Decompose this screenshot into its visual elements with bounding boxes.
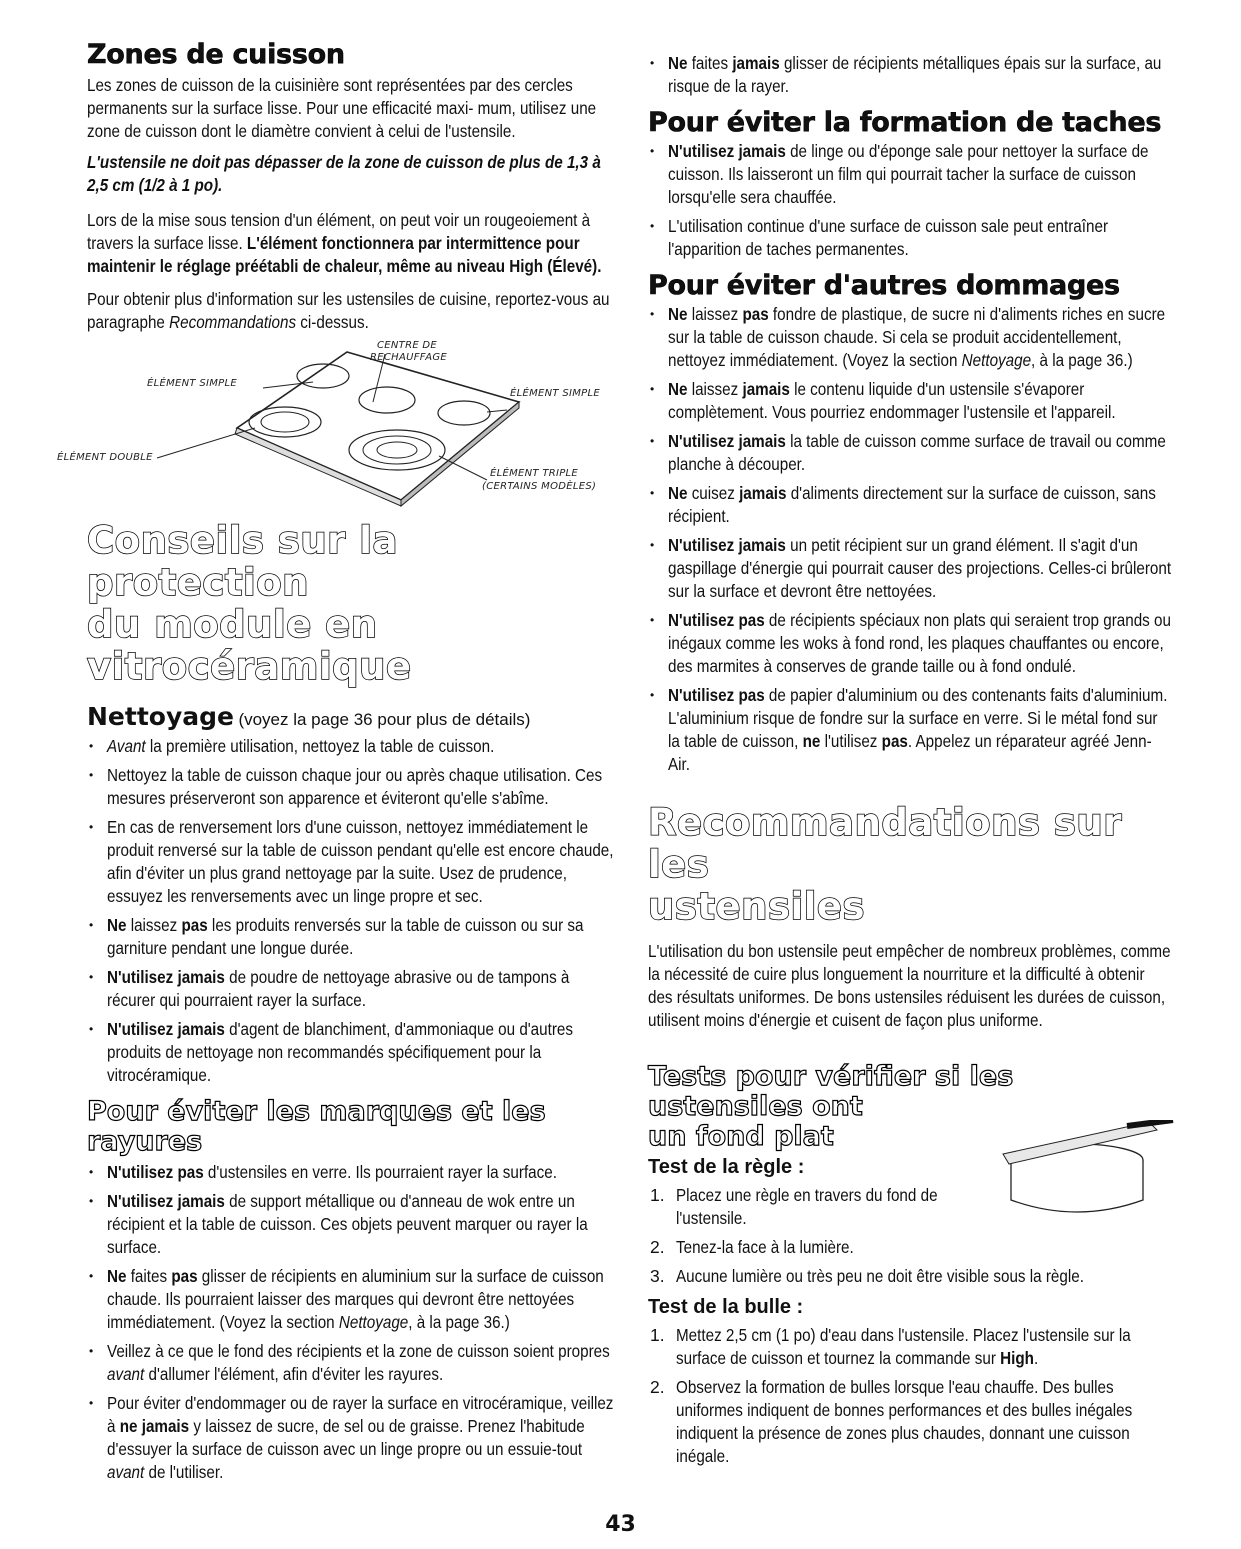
list-item: 3. Aucune lumière ou très peu ne doit être visible sous la règle. [650,1266,1084,1286]
regle-title: Test de la règle : [648,1156,805,1178]
bulle-steps [648,1324,1173,1468]
nettoyage-title: Nettoyage [87,702,234,731]
tests-title-line-1: Tests pour vérifier si les ustensiles ont [648,1061,1014,1122]
right-column [648,40,1173,1474]
bulle-title: Test de la bulle : [648,1296,804,1318]
list-item: 1. Placez une règle en travers du fond de l'ustensile. [650,1185,938,1228]
diagram-label-single-right: ÉLÉMENT SIMPLE [510,388,600,399]
cooktop-diagram [57,340,620,510]
conseils-title [87,520,620,688]
list-item: • N'utilisez pas de récipients spéciaux non plats qui seraient trop grands ou inégaux comme les woks à fond rond, les plaques chauffantes ou encore, des marmites à conserves de grande taille ou à fond ondulé. [648,609,1173,678]
marques-list [87,1161,620,1484]
list-item: • Ne faites jamais glisser de récipients métalliques épais sur la surface, au risque de la rayer. [648,52,1173,98]
list-item: • N'utilisez jamais la table de cuisson comme surface de travail ou comme planche à découper. [648,430,1173,476]
list-item: • N'utilisez jamais de poudre de nettoyage abrasive ou de tampons à récurer qui pourraient rayer la surface. [87,966,620,1012]
list-item: • Ne faites pas glisser de récipients en aluminium sur la surface de cuisson chaude. Ils pourraient laisser des marques qui devront être nettoyées immédiatement. (Voyez la section Nettoyage, à la page 36.) [87,1265,620,1334]
list-item: • Nettoyez la table de cuisson chaque jour ou après chaque utilisation. Ces mesures préserveront son apparence et éviteront qu'elle s'abîme. [87,764,620,810]
zones-paragraph-2: Lors de la mise sous tension d'un élément, on peut voir un rougeoiement à travers la surface lisse. L'élément fonctionnera par intermittence pour maintenir le réglage préétabli de chaleur, même au niveau High (Élevé). [87,210,602,276]
zones-paragraph-3: Pour obtenir plus d'information sur les ustensiles de cuisine, reportez-vous au paragraphe Recommandations ci-dessus. [87,289,610,332]
list-item: • Veillez à ce que le fond des récipients et la zone de cuisson soient propres avant d'allumer l'élément, afin d'éviter les rayures. [87,1340,620,1386]
nettoyage-heading [87,702,620,731]
diagram-label-single-left: ÉLÉMENT SIMPLE [147,378,237,389]
dommages-list [648,303,1173,776]
list-item: • L'utilisation continue d'une surface de cuisson sale peut entraîner l'apparition de taches permanentes. [648,215,1173,261]
reco-title [648,802,1173,928]
list-item: • Ne laissez pas les produits renversés sur la table de cuisson ou sur sa garniture pendant une longue durée. [87,914,620,960]
list-item: • Ne laissez pas fondre de plastique, de sucre ni d'aliments riches en sucre sur la table de cuisson chaude. Si cela se produit accidentellement, nettoyez immédiatement. (Voyez la section Nettoyage, à la page 36.) [648,303,1173,372]
tests-title-line-2: un fond plat [648,1121,834,1152]
conseils-title-line-1: Conseils sur la protection [87,519,398,604]
diagram-label-center-1: CENTRE DE [377,340,438,351]
list-item: 1. Mettez 2,5 cm (1 po) d'eau dans l'ustensile. Placez l'ustensile sur la surface de cuisson et tournez la commande sur High. [650,1325,1131,1368]
zones-title: Zones de cuisson [87,39,345,70]
conseils-title-line-2: du module en vitrocéramique [87,603,412,688]
list-item: • N'utilisez jamais de support métallique ou d'anneau de wok entre un récipient et la table de cuisson. Ces objets peuvent marquer ou rayer la surface. [87,1190,620,1259]
list-item: • N'utilisez jamais de linge ou d'éponge sale pour nettoyer la surface de cuisson. Ils laisseront un film qui pourrait tacher la surface de cuisson lorsqu'elle sera chauffée. [648,140,1173,209]
page-number: 43 [605,1512,636,1537]
list-item: • N'utilisez pas de papier d'aluminium ou des contenants faits d'aluminium. L'aluminium risque de fondre sur la surface en verre. Si le métal fond sur la table de cuisson, ne l'utilisez pas. Appelez un réparateur agréé Jenn-Air. [648,684,1173,776]
reco-title-line-1: Recommandations sur les [648,801,1122,886]
zones-paragraph-1: Les zones de cuisson de la cuisinière sont représentées par des cercles permanents sur la surface lisse. Pour une efficacité maxi- mum, utilisez une zone de cuisson dont le diamètre convient à celui de l'ustensile. [87,75,597,141]
reco-title-line-2: ustensiles [648,885,865,928]
nettoyage-note: (voyez la page 36 pour plus de détails) [238,710,531,729]
zones-warning: L'ustensile ne doit pas dépasser de la zone de cuisson de plus de 1,3 à 2,5 cm (1/2 à 1 po). [87,152,601,195]
list-item: • N'utilisez jamais un petit récipient sur un grand élément. Il s'agit d'un gaspillage d'énergie qui pourrait causer des projections. Celles-ci brûleront sur la surface et devront être nettoyées. [648,534,1173,603]
taches-list [648,140,1173,261]
regle-steps [648,1184,1173,1288]
marques-title: Pour éviter les marques et les rayures [87,1096,546,1157]
dommages-title: Pour éviter d'autres dommages [648,270,1120,301]
list-item: • Avant la première utilisation, nettoyez la table de cuisson. [87,735,620,758]
list-item: • N'utilisez jamais d'agent de blanchiment, d'ammoniaque ou d'autres produits de nettoyage non recommandés spécifiquement pour la vitrocéramique. [87,1018,620,1087]
diagram-label-triple-1: ÉLÉMENT TRIPLE [490,468,579,479]
left-column [57,39,620,1490]
list-item: 2. Observez la formation de bulles lorsque l'eau chauffe. Des bulles uniformes indiquent de bonnes performances et des bulles inégales indiquent la présence de zones plus chaudes, donnant une cuisson inégale. [650,1377,1133,1466]
top-list [648,52,1173,98]
list-item: • En cas de renversement lors d'une cuisson, nettoyez immédiatement le produit renversé sur la table de cuisson pendant qu'elle est encore chaude, afin d'éviter un plus grand nettoyage par la suite. Usez de prudence, essuyez les renversements avec un linge propre et sec. [87,816,620,908]
list-item: • Ne cuisez jamais d'aliments directement sur la surface de cuisson, sans récipient. [648,482,1173,528]
diagram-label-double: ÉLÉMENT DOUBLE [57,452,153,463]
list-item: • N'utilisez pas d'ustensiles en verre. Ils pourraient rayer la surface. [87,1161,620,1184]
nettoyage-list [87,735,620,1087]
list-item: • Pour éviter d'endommager ou de rayer la surface en vitrocéramique, veillez à ne jamais y laissez de sucre, de sel ou de graisse. Prenez l'habitude d'essuyer la surface de cuisson avec un linge propre ou un essuie-tout avant de l'utiliser. [87,1392,620,1484]
diagram-label-triple-2: (CERTAINS MODÈLES) [482,481,597,492]
taches-title: Pour éviter la formation de taches [648,107,1162,138]
diagram-label-center-2: RECHAUFFAGE [370,352,448,363]
reco-paragraph: L'utilisation du bon ustensile peut empêcher de nombreux problèmes, comme la nécessité de cuire plus longuement la nourriture et la difficulté à obtenir des résultats uniformes. De bons ustensiles réduisent les durées de cuisson, utilisent moins d'énergie et cuisent de façon plus uniforme. [648,941,1171,1030]
list-item: 2. Tenez-la face à la lumière. [650,1237,854,1257]
list-item: • Ne laissez jamais le contenu liquide d'un ustensile s'évaporer complètement. Vous pourriez endommager l'ustensile et l'appareil. [648,378,1173,424]
